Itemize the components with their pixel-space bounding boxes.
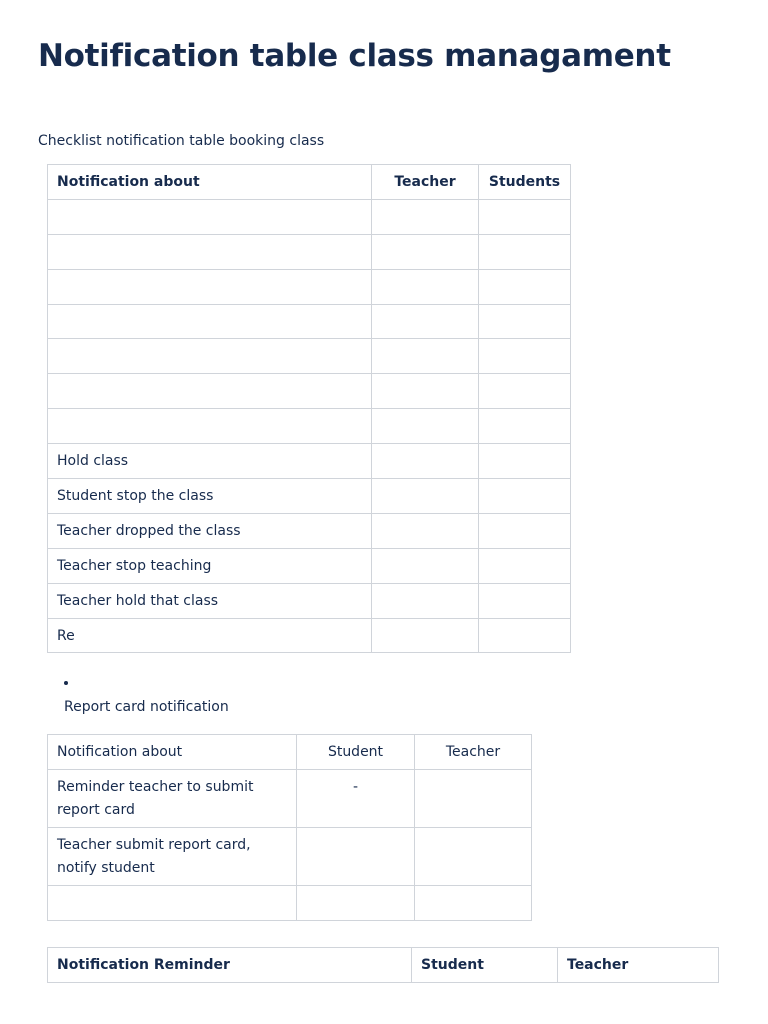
table-cell: Student stop the class [48, 479, 372, 514]
table-row [48, 618, 571, 653]
table-row [48, 548, 571, 583]
table-cell [479, 374, 571, 409]
header-students: Students [479, 165, 571, 200]
table-cell [372, 513, 479, 548]
table-row [48, 374, 571, 409]
table-cell: Teacher dropped the class [48, 513, 372, 548]
table-cell [372, 199, 479, 234]
table-row [48, 269, 571, 304]
table-cell [372, 548, 479, 583]
table-cell [415, 770, 532, 828]
table-cell [372, 304, 479, 339]
table-row [48, 479, 571, 514]
table-cell [372, 444, 479, 479]
table-cell [479, 583, 571, 618]
table-cell: Teacher submit report card, notify student [48, 828, 297, 886]
table-cell [372, 479, 479, 514]
table-cell: Teacher stop teaching [48, 548, 372, 583]
table-cell [297, 828, 415, 886]
table-cell [372, 339, 479, 374]
header-notification-about: Notification about [48, 735, 297, 770]
table-row [48, 828, 532, 886]
table-row [48, 339, 571, 374]
header-notification-reminder: Notification Reminder [48, 948, 412, 983]
header-student: Student [297, 735, 415, 770]
report-card-heading: Report card notification [64, 699, 229, 715]
table-cell [415, 828, 532, 886]
header-teacher: Teacher [372, 165, 479, 200]
table-row [48, 234, 571, 269]
table-cell [372, 618, 479, 653]
table-cell: Reminder teacher to submit report card [48, 770, 297, 828]
table-cell [479, 479, 571, 514]
table-cell [479, 618, 571, 653]
page-title: Notification table class managament [38, 38, 671, 74]
table-cell [48, 886, 297, 921]
table-cell [479, 548, 571, 583]
table-cell [479, 513, 571, 548]
table-cell [48, 409, 372, 444]
table-cell: - [297, 770, 415, 828]
table-cell [48, 199, 372, 234]
table-cell [372, 234, 479, 269]
table-cell [48, 269, 372, 304]
table-cell [479, 339, 571, 374]
table-row [48, 304, 571, 339]
table-cell [415, 886, 532, 921]
header-teacher: Teacher [558, 948, 719, 983]
table-cell [48, 374, 372, 409]
table-row [48, 886, 532, 921]
table-cell [479, 234, 571, 269]
table-row [48, 583, 571, 618]
table-cell: Hold class [48, 444, 372, 479]
report-card-table [47, 734, 532, 921]
table-cell [479, 304, 571, 339]
table-cell [297, 886, 415, 921]
table-row [48, 409, 571, 444]
table-row [48, 444, 571, 479]
table-cell [372, 374, 479, 409]
table-header-row [48, 948, 719, 983]
notification-reminder-table [47, 947, 719, 983]
table-cell [48, 339, 372, 374]
table-cell [479, 199, 571, 234]
table-cell [372, 409, 479, 444]
table-header-row [48, 165, 571, 200]
table-row [48, 513, 571, 548]
booking-table-body [48, 199, 571, 653]
header-student: Student [412, 948, 558, 983]
table-cell [48, 234, 372, 269]
table-row [48, 199, 571, 234]
booking-table-caption: Checklist notification table booking class [38, 133, 325, 149]
table-row [48, 770, 532, 828]
header-notification-about: Notification about [48, 165, 372, 200]
table-cell [372, 583, 479, 618]
table-cell [479, 269, 571, 304]
table-header-row [48, 735, 532, 770]
table-cell [479, 444, 571, 479]
table-cell: Teacher hold that class [48, 583, 372, 618]
booking-notification-table [47, 164, 571, 653]
bullet-point [64, 681, 68, 685]
table-cell [479, 409, 571, 444]
header-teacher: Teacher [415, 735, 532, 770]
table-cell: Re [48, 618, 372, 653]
table-cell [48, 304, 372, 339]
table-cell [372, 269, 479, 304]
